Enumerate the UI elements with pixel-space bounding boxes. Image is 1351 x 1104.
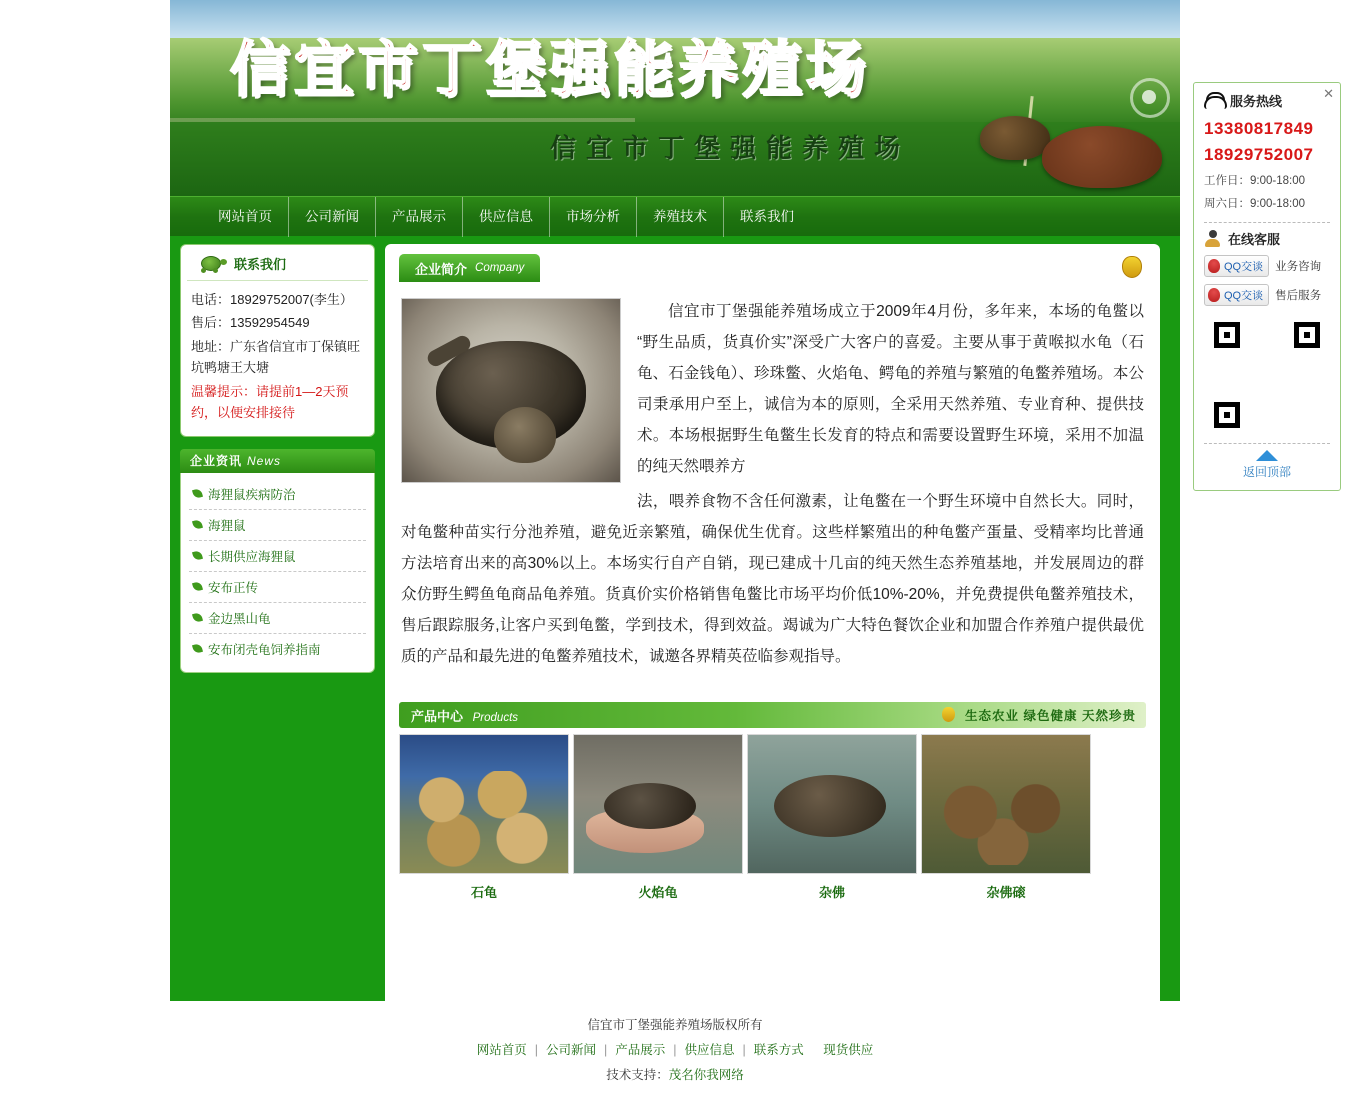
product-name[interactable]: 石龟 [470,885,497,900]
footer-link-products[interactable]: 产品展示 [615,1043,666,1057]
qq-chat-button-label: QQ交谈 [1224,289,1264,302]
contact-phone-row [191,289,364,310]
main-navigation [170,196,1180,236]
qq-row-label: 售后服务 [1275,289,1322,302]
news-item-label: 海狸鼠 [208,518,246,533]
contact-box-header [187,245,368,281]
leaf-icon [192,643,203,654]
product-name[interactable]: 杂佛 [818,885,845,900]
back-to-top-label: 返回顶部 [1242,464,1291,479]
corn-icon [1122,256,1142,278]
product-card[interactable] [747,734,917,901]
list-item[interactable] [189,603,366,634]
product-card[interactable] [399,734,569,901]
product-photo[interactable] [921,734,1091,874]
hotline-number-2: 18929752007 [1204,144,1314,164]
contact-address-label: 地址： [191,338,231,354]
nav-item-products[interactable]: 产品展示 [376,197,463,237]
footer-link-news[interactable]: 公司新闻 [545,1043,596,1057]
product-name[interactable]: 杂佛磙 [986,885,1026,900]
leaf-icon [192,612,203,623]
nav-item-news[interactable]: 公司新闻 [289,197,376,237]
site-banner [170,0,1180,196]
product-photo[interactable] [399,734,569,874]
footer-support [170,1063,1180,1088]
contact-box [180,244,375,437]
nav-item-contact[interactable]: 联系我们 [740,208,794,224]
news-box-title: 企业资讯 [190,454,243,469]
products-title-group [411,706,518,725]
page-title: 信宜市丁堡强能养殖场 [230,35,870,105]
qq-row-aftersale [1204,284,1330,306]
qr-code-image [1208,316,1326,434]
news-item-label: 海狸鼠疾病防治 [208,487,296,502]
leaf-icon [192,581,203,592]
back-to-top-button[interactable] [1204,448,1330,480]
contact-aftersale-row [191,312,364,333]
list-item[interactable] [189,541,366,572]
contact-address-value: 广东省信宜市丁保镇旺坑鸭塘王大塘 [191,338,361,376]
turtle-icon [197,253,227,274]
main-column [385,244,1160,1001]
contact-box-body [181,281,374,436]
close-icon[interactable]: ✕ [1323,86,1334,101]
content-wrapper [170,236,1180,1001]
arrow-up-icon [1256,450,1278,461]
service-panel [1193,82,1341,491]
contact-notice: 温馨提示：请提前1—2天预约，以便安排接待 [191,383,349,421]
footer-link-home[interactable]: 网站首页 [476,1043,527,1057]
company-paragraph-2: 法，喂养食物不含任何激素，让龟鳖在一个野生环境中自然长大。同时，对龟鳖种苗实行分池养殖，避免近亲繁殖，确保优生优育。这些样繁殖出的种龟鳖产蛋量、受精率均比普通方法培育出来的高30%以上。本场实行自产自销，现已建成十几亩的纯天然生态养殖基地，并发展周边的群众仿野生鳄鱼龟商品龟养殖。货真价实价格销售龟鳖比市场平均价低10%-20%，并免费提供龟鳖养殖技术，售后跟踪服务,让客户买到龟鳖，学到技术，得到效益。竭诚为广大特色餐饮企业和加盟合作养殖户提供最优质的产品和最先进的龟鳖养殖技术，诚邀各界精英莅临参观指导。 [401,493,1144,665]
phone-icon [1204,92,1223,109]
qq-penguin-icon [1208,288,1220,302]
leaf-icon [192,488,203,499]
list-item[interactable] [189,572,366,603]
hotline-number-1: 13380817849 [1204,119,1314,138]
product-grid [399,734,1146,901]
contact-address-row [191,336,364,379]
product-card[interactable] [921,734,1091,901]
qq-row-label: 业务咨询 [1275,260,1322,273]
qq-penguin-icon [1208,259,1220,273]
sidebar [180,244,375,1001]
hotline-hours-weekend: 周六日：9:00-18:00 [1204,198,1305,211]
person-icon [1204,230,1221,247]
nav-item-market[interactable]: 市场分析 [550,197,637,237]
page-root [170,0,1180,1082]
hotline-header [1204,91,1330,116]
qq-chat-button[interactable] [1204,255,1269,277]
nav-item-supply[interactable]: 供应信息 [463,197,550,237]
product-card[interactable] [573,734,743,901]
banner-subtitle: 信宜市丁堡强能养殖场 [550,133,911,163]
footer-links: 网站首页 | 公司新闻 | 产品展示 | 供应信息 | 联系方式 现货供应 [476,1043,874,1057]
banner-turtle-icon [980,116,1050,160]
news-list [180,473,375,673]
footer-link-contact[interactable]: 联系方式 [753,1043,804,1057]
contact-aftersale-value: 13592954549 [230,315,310,331]
product-name[interactable]: 火焰龟 [638,885,678,900]
qq-chat-button[interactable] [1204,284,1269,306]
news-box-header [180,449,375,473]
footer-support-label: 技术支持： [606,1068,669,1082]
company-intro [399,288,1146,672]
qq-chat-button-label: QQ交谈 [1224,260,1264,273]
banner-turtle-large-icon [1042,126,1162,188]
nav-item-technology[interactable]: 养殖技术 [637,197,724,237]
footer-support-link[interactable]: 茂名你我网络 [668,1068,744,1082]
company-title: 企业简介 [415,261,468,277]
hotline-title: 服务热线 [1230,94,1283,109]
news-item-label: 安布正传 [208,580,259,595]
footer-link-supply[interactable]: 供应信息 [684,1043,735,1057]
company-paragraph-1: 信宜市丁堡强能养殖场成立于2009年4月份，多年来，本场的龟鳖以“野生品质，货真价实”深受广大客户的喜爱。主要从事于黄喉拟水龟（石龟、石金钱龟）、珍珠鳖、火焰龟、鳄龟的养殖与繁殖的龟鳖养殖场。本公司秉承用户至上，诚信为本的原则，全采用天然养殖、专业育种、提供技术。本场根据野生龟鳖生长发育的特点和需要设置野生环境，采用不加温的纯天然喂养方 [637,303,1144,475]
company-section-header [399,254,1146,282]
leaf-icon [192,550,203,561]
news-box [180,449,375,673]
list-item[interactable] [189,510,366,541]
hotline-hours-weekday: 工作日：9:00-18:00 [1204,175,1305,187]
footer-link-stock[interactable]: 现货供应 [823,1043,874,1057]
news-item-label: 长期供应海狸鼠 [208,549,296,564]
list-item[interactable] [189,634,366,664]
product-photo[interactable] [747,734,917,874]
contact-box-title: 联系我们 [234,257,287,272]
leaf-icon [192,519,203,530]
company-tab [399,254,540,282]
corn-icon [942,707,955,722]
online-service-header [1204,229,1330,248]
products-title: 产品中心 [411,708,464,724]
contact-phone-value: 18929752007(李生） [230,292,353,307]
circle-logo-icon [1130,78,1170,118]
products-tagline-group [942,706,1136,724]
qq-row-sales [1204,255,1330,277]
nav-item-home[interactable]: 网站首页 [202,197,289,237]
products-section-header [399,702,1146,728]
products-title-en: Products [472,711,519,724]
list-item[interactable] [189,479,366,510]
news-item-label: 安布闭壳龟饲养指南 [208,642,321,657]
products-tagline: 生态农业 绿色健康 天然珍贵 [965,709,1136,723]
product-photo[interactable] [573,734,743,874]
company-photo [401,298,621,483]
contact-phone-label: 电话： [191,292,231,307]
company-title-en: Company [475,262,525,274]
news-item-label: 金边黑山龟 [208,611,271,626]
news-box-title-en: News [247,453,282,468]
contact-aftersale-label: 售后： [191,315,231,331]
online-service-title: 在线客服 [1228,231,1281,247]
site-footer [170,1001,1180,1104]
footer-copyright: 信宜市丁堡强能养殖场版权所有 [587,1018,763,1032]
